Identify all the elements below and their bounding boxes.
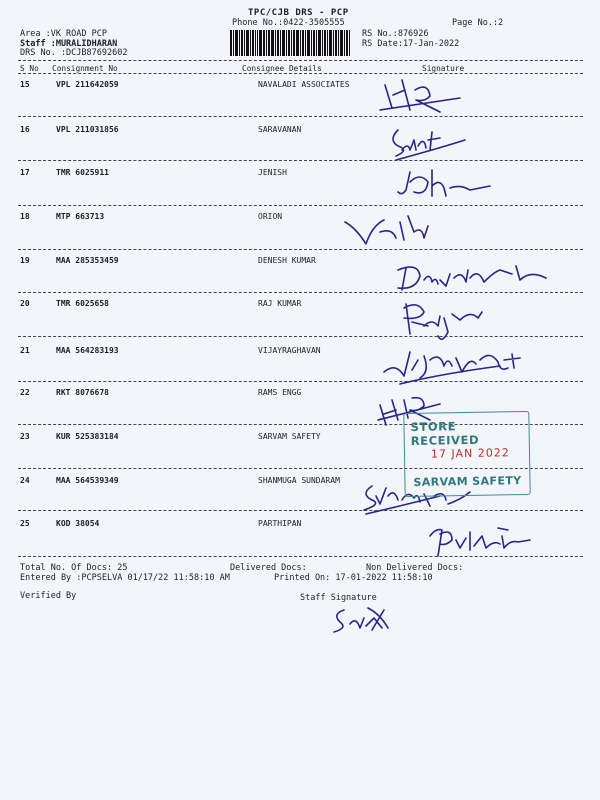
drs-number: DRS No. :DCJB87692602 [20, 48, 128, 58]
row-consignee: ORION [258, 212, 283, 221]
row-consignment-no: VPL 211031856 [56, 125, 119, 134]
row-consignee: NAVALADI ASSOCIATES [258, 80, 350, 89]
page-number: Page No.:2 [452, 18, 504, 28]
row-sno: 24 [20, 476, 30, 485]
row-consignee: SHANMUGA SUNDARAM [258, 476, 340, 485]
row-sno: 17 [20, 168, 30, 177]
signature-row-16 [393, 130, 465, 160]
stamp-title: STORE RECEIVED [410, 419, 480, 448]
row-consignee: DENESH KUMAR [258, 256, 316, 265]
total-docs: Total No. Of Docs: 25 [20, 563, 128, 573]
signature-row-19 [398, 266, 546, 290]
row-sno: 19 [20, 256, 30, 265]
non-delivered-docs: Non Delivered Docs: [366, 563, 464, 573]
document-title: TPC/CJB DRS - PCP [248, 8, 349, 18]
row-consignee: SARVAM SAFETY [258, 432, 321, 441]
staff-signature [334, 608, 388, 632]
verified-by-label: Verified By [20, 591, 77, 601]
delivered-docs: Delivered Docs: [230, 563, 307, 573]
row-sno: 22 [20, 388, 30, 397]
signature-row-15 [380, 80, 460, 112]
signature-row-20 [404, 304, 482, 339]
col-header-consignee: Consignee Details [242, 64, 322, 73]
row-consignee: JENISH [258, 168, 287, 177]
row-consignment-no: RKT 8076678 [56, 388, 109, 397]
stamp-company: SARVAM SAFETY [413, 474, 522, 489]
phone-number: Phone No.:0422-3505555 [232, 18, 345, 28]
signature-row-18 [345, 216, 428, 244]
row-sno: 20 [20, 299, 30, 308]
row-consignment-no: MAA 285353459 [56, 256, 119, 265]
row-consignment-no: VPL 211642059 [56, 80, 119, 89]
row-consignment-no: MAA 564539349 [56, 476, 119, 485]
row-consignment-no: TMR 6025911 [56, 168, 109, 177]
row-consignee: SARAVANAN [258, 125, 302, 134]
staff-signature-label: Staff Signature [300, 593, 377, 603]
row-consignee: RAMS ENGG [258, 388, 302, 397]
signature-row-17 [398, 170, 490, 196]
row-consignee: RAJ KUMAR [258, 299, 302, 308]
row-consignment-no: KOD 38054 [56, 519, 100, 528]
row-sno: 25 [20, 519, 30, 528]
row-consignee: VIJAYRAGHAVAN [258, 346, 321, 355]
stamp-date: 17 JAN 2022 [430, 446, 510, 461]
col-header-sno: S No [20, 64, 39, 73]
area-label: Area :VK ROAD PCP [20, 29, 107, 39]
row-consignment-no: KUR 525383184 [56, 432, 119, 441]
staff-label: Staff :MURALIDHARAN [20, 38, 118, 49]
printed-on: Printed On: 17-01-2022 11:58:10 [274, 573, 433, 583]
row-sno: 23 [20, 432, 30, 441]
rs-date: RS Date:17-Jan-2022 [362, 38, 460, 49]
signature-row-25 [430, 528, 530, 556]
store-received-stamp [403, 411, 530, 497]
rs-number: RS No.:876926 [362, 29, 429, 39]
col-header-signature: Signature [422, 64, 465, 73]
row-sno: 18 [20, 212, 30, 221]
row-consignee: PARTHIPAN [258, 519, 302, 528]
row-consignment-no: MAA 564283193 [56, 346, 119, 355]
signature-row-21 [384, 352, 520, 384]
row-consignment-no: TMR 6025658 [56, 299, 109, 308]
row-sno: 21 [20, 346, 30, 355]
col-header-consignment: Consignment No [52, 64, 118, 73]
row-sno: 16 [20, 125, 30, 134]
entered-by: Entered By :PCPSELVA 01/17/22 11:58:10 AM [20, 573, 230, 583]
row-consignment-no: MTP 663713 [56, 212, 105, 221]
row-sno: 15 [20, 80, 30, 89]
